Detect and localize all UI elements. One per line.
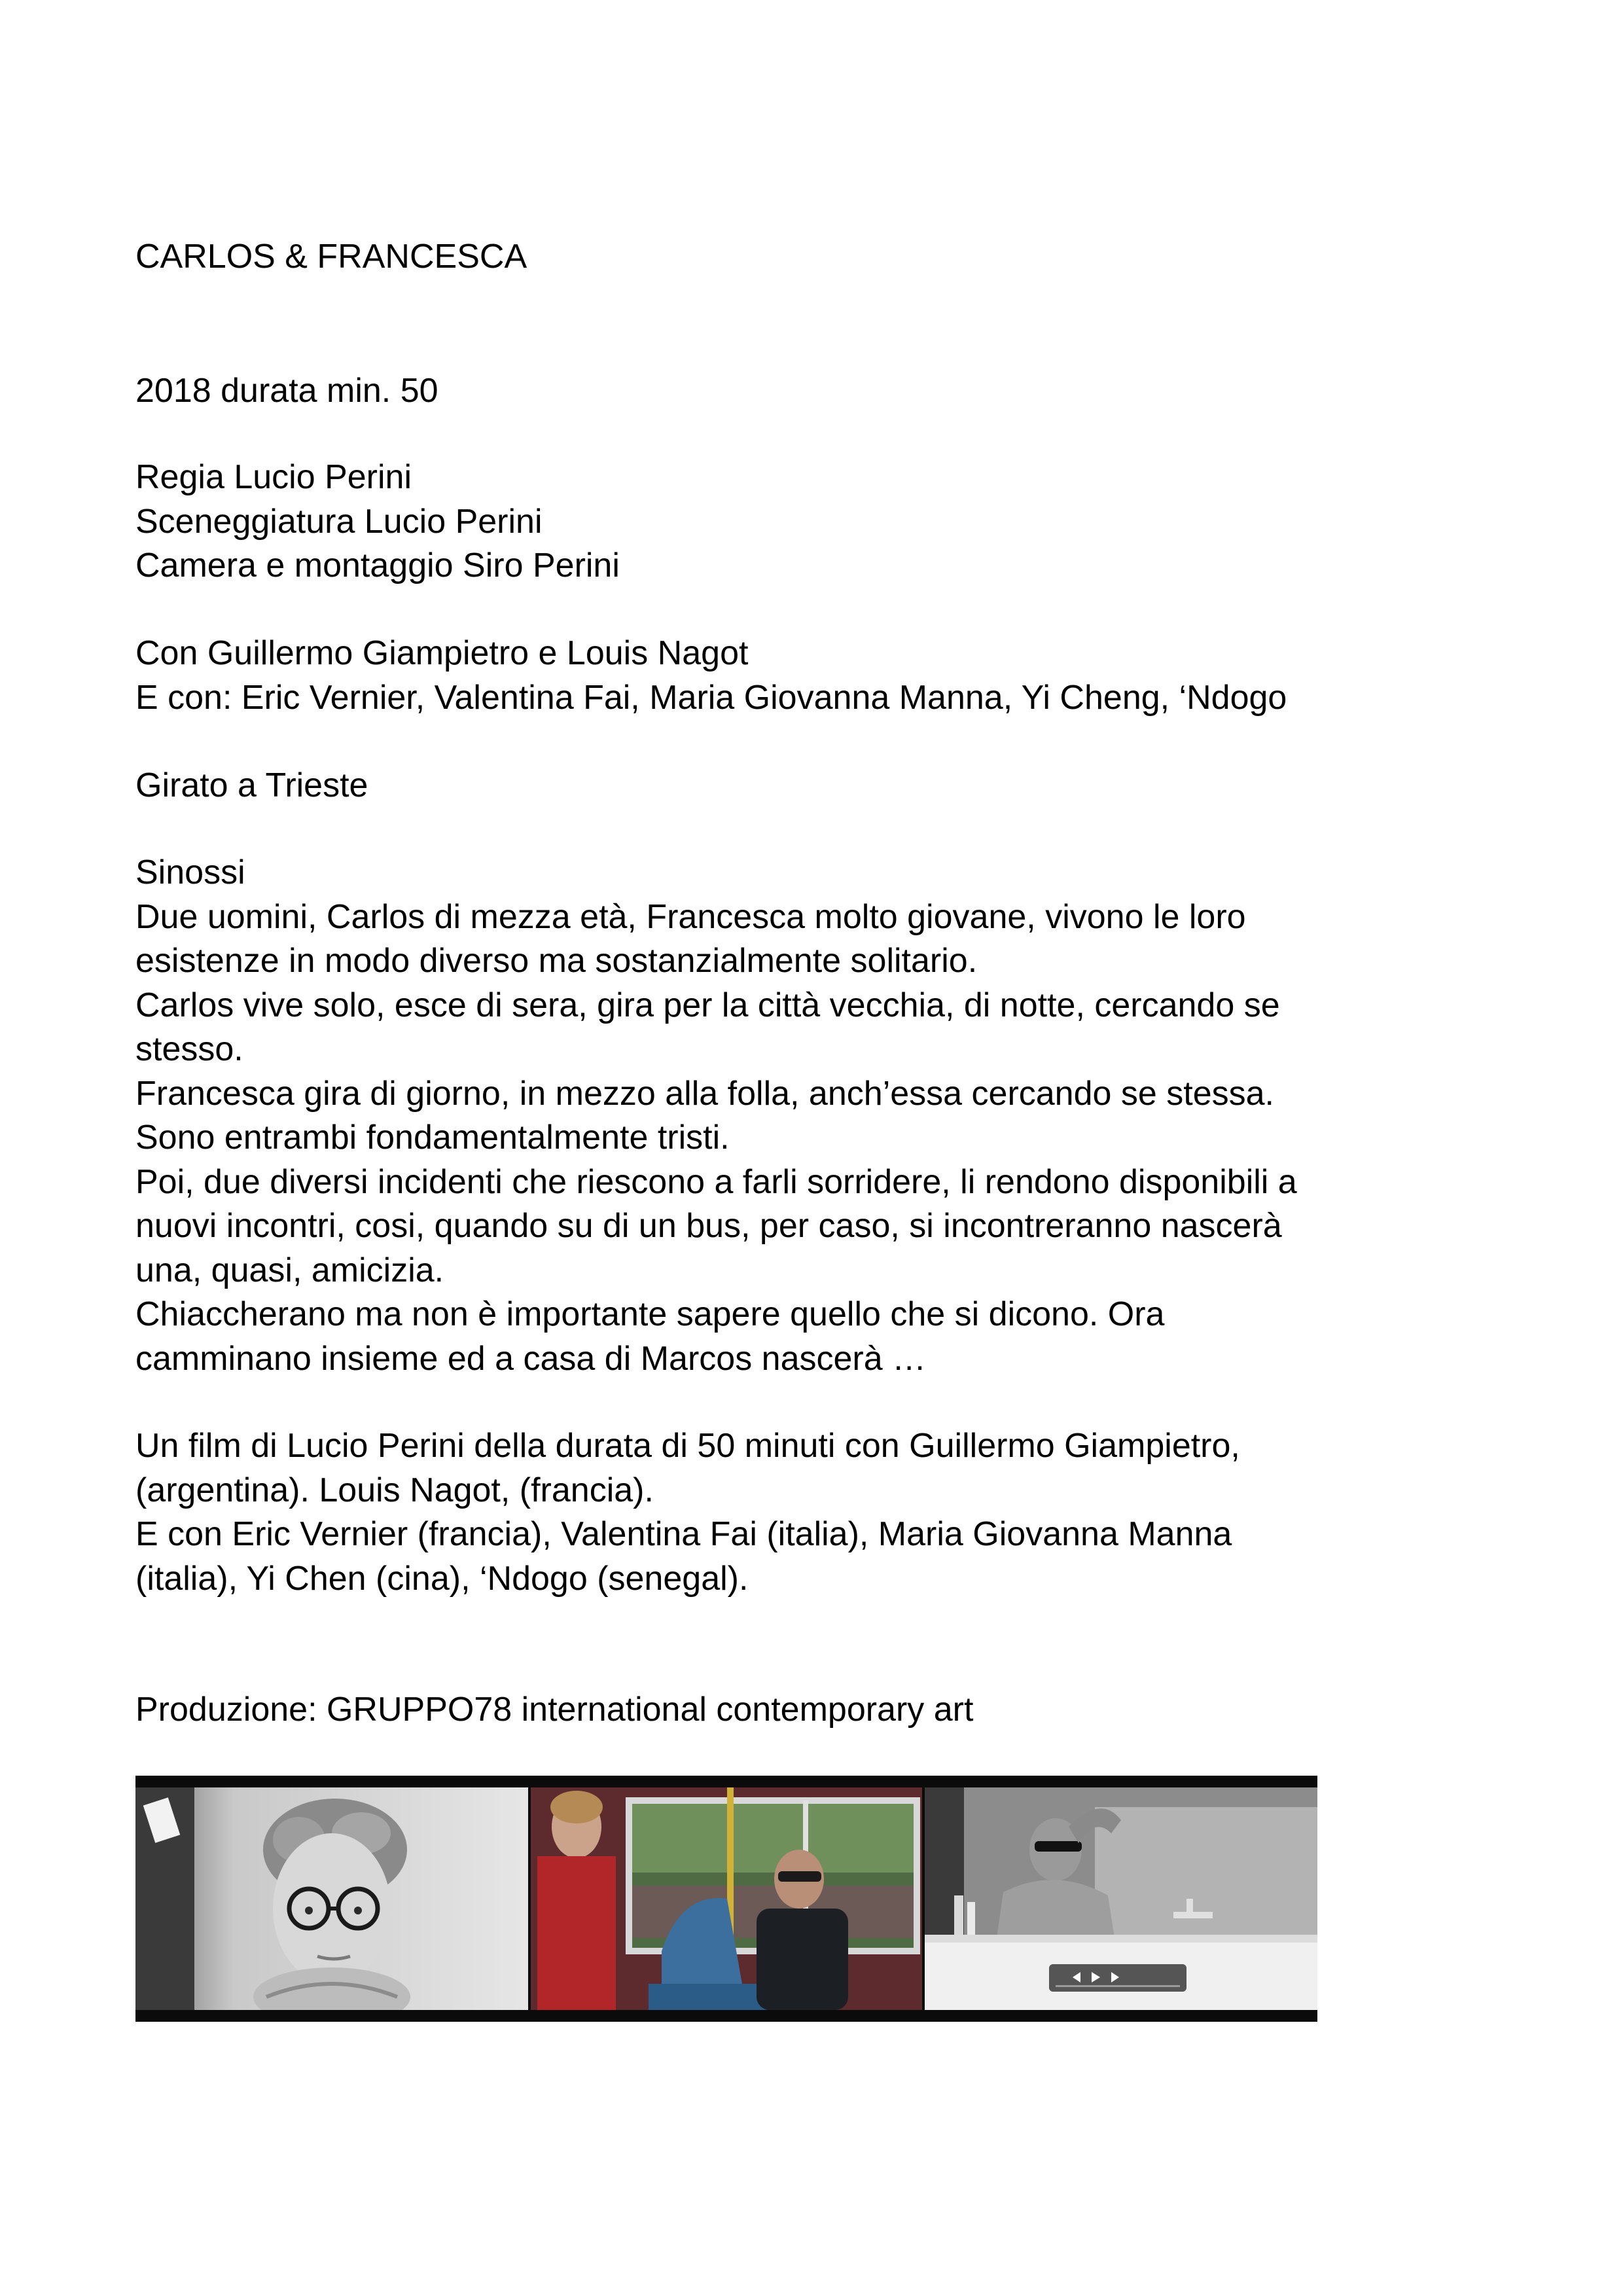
document-title: CARLOS & FRANCESCA: [135, 238, 527, 276]
summary-line: (argentina). Louis Nagot, (francia).: [135, 1471, 654, 1509]
synopsis-line: nuovi incontri, cosi, quando su di un bus, per caso, si incontreranno nascerà: [135, 1207, 1282, 1245]
synopsis-block: [135, 851, 1510, 1381]
summary-block: [135, 1424, 1510, 1601]
cast-supporting: E con: Eric Vernier, Valentina Fai, Maria Giovanna Manna, Yi Cheng, ‘Ndogo: [135, 678, 1287, 717]
bathtub-scene-still: [925, 1787, 1317, 2010]
synopsis-line: stesso.: [135, 1030, 243, 1068]
summary-line: E con Eric Vernier (francia), Valentina Fai (italia), Maria Giovanna Manna: [135, 1515, 1232, 1553]
credit-camera-editing: Camera e montaggio Siro Perini: [135, 547, 620, 584]
synopsis-line: camminano insieme ed a casa di Marcos nascerà …: [135, 1339, 927, 1378]
synopsis-line: una, quasi, amicizia.: [135, 1251, 444, 1289]
cast-leads: Con Guillermo Giampietro e Louis Nagot: [135, 634, 749, 672]
year-duration: 2018 durata min. 50: [135, 372, 438, 410]
credit-screenplay: Sceneggiatura Lucio Perini: [135, 502, 543, 541]
synopsis-line: Poi, due diversi incidenti che riescono a farli sorridere, li rendono disponibili a: [135, 1162, 1297, 1201]
synopsis-line: Sono entrambi fondamentalmente tristi.: [135, 1119, 730, 1157]
young-man-portrait-still: [135, 1787, 528, 2010]
synopsis-line: esistenze in modo diverso ma sostanzialmente solitario.: [135, 942, 978, 980]
summary-line: (italia), Yi Chen (cina), ‘Ndogo (senegal).: [135, 1559, 749, 1598]
credit-director: Regia Lucio Perini: [135, 458, 412, 496]
bus-scene-still: [531, 1787, 922, 2010]
synopsis-line: Carlos vive solo, esce di sera, gira per la città vecchia, di notte, cercando se: [135, 986, 1280, 1024]
synopsis-line: Due uomini, Carlos di mezza età, Francesca molto giovane, vivono le loro: [135, 897, 1246, 936]
filming-location: Girato a Trieste: [135, 766, 368, 804]
synopsis-line: Chiaccherano ma non è importante sapere quello che si dicono. Ora: [135, 1295, 1165, 1333]
cast-block: [135, 632, 1510, 720]
production-credit: Produzione: GRUPPO78 international contemporary art: [135, 1691, 974, 1729]
summary-line: Un film di Lucio Perini della durata di 50 minuti con Guillermo Giampietro,: [135, 1427, 1240, 1465]
synopsis-line: Francesca gira di giorno, in mezzo alla folla, anch’essa cercando se stessa.: [135, 1074, 1274, 1113]
credits-block: [135, 456, 1510, 588]
synopsis-heading: Sinossi: [135, 853, 245, 891]
film-stills-strip: [135, 1776, 1317, 2022]
